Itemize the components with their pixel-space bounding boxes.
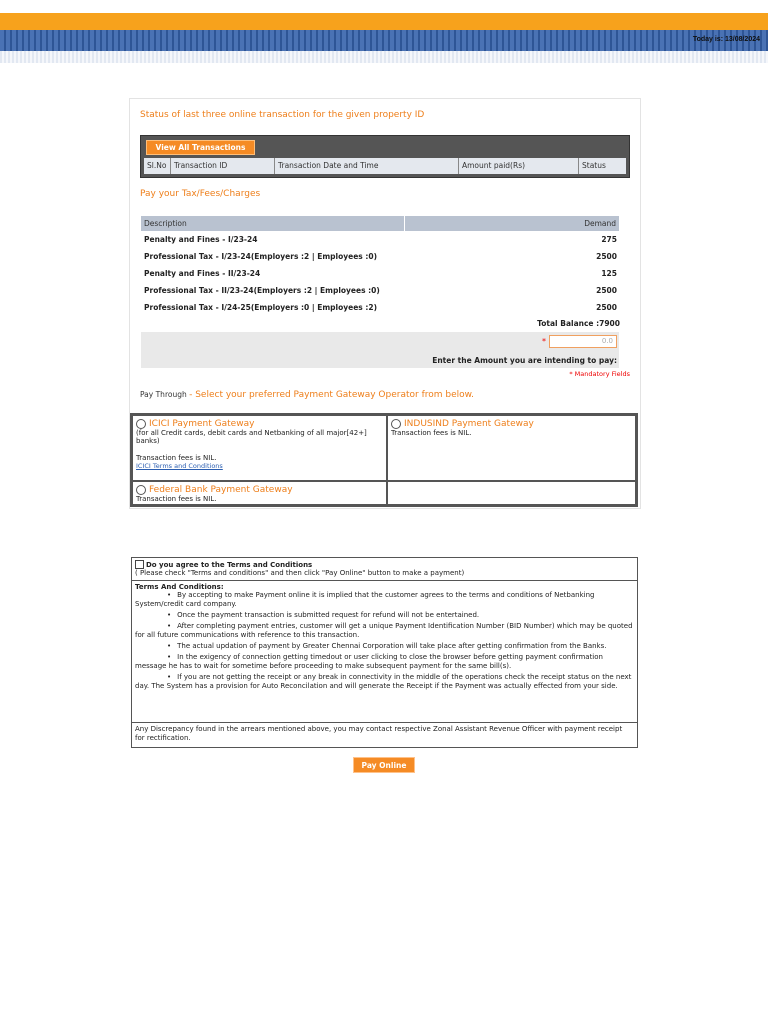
amount-area — [141, 332, 619, 368]
transactions-header-row — [144, 158, 626, 174]
gateway-indusind — [387, 415, 636, 481]
col-transaction-date: Transaction Date and Time — [275, 158, 459, 174]
terms-item: • Once the payment transaction is submitted request for refund will not be entertained. — [135, 611, 634, 620]
row-demand: 2500 — [596, 303, 617, 312]
agree-label: Do you agree to the Terms and Conditions — [146, 560, 313, 569]
gateway-description: (for all Credit cards, debit cards and Netbanking of all major[42+] banks) — [136, 429, 367, 445]
enter-amount-label: Enter the Amount you are intending to pay: — [432, 356, 617, 365]
icici-radio-option[interactable] — [136, 419, 383, 429]
payment-panel — [129, 98, 641, 509]
header-sub-band — [0, 51, 768, 63]
demand-table-header — [141, 216, 619, 231]
row-demand: 2500 — [596, 286, 617, 295]
row-demand: 275 — [601, 235, 617, 244]
table-row — [141, 231, 619, 248]
table-row — [141, 299, 619, 316]
indusind-radio-option[interactable] — [391, 419, 632, 429]
col-transaction-id: Transaction ID — [171, 158, 275, 174]
terms-item: • The actual updation of payment by Greater Chennai Corporation will take place after getting confirmation from the Banks. — [135, 642, 634, 651]
transactions-title: Status of last three online transaction for the given property ID — [140, 110, 425, 120]
header-band — [0, 30, 768, 51]
row-description: Professional Tax - II/23-24(Employers :2 | Employees :0) — [144, 286, 380, 295]
agree-note: ( Please check "Terms and conditions" and then click "Pay Online" button to make a payment) — [135, 569, 465, 577]
row-description: Penalty and Fines - I/23-24 — [144, 235, 258, 244]
row-description: Penalty and Fines - II/23-24 — [144, 269, 261, 278]
row-demand: 2500 — [596, 252, 617, 261]
gateway-name: Federal Bank Payment Gateway — [149, 485, 293, 495]
terms-item: • After completing payment entries, customer will get a unique Payment Identification Number (BID Number) which may be quoted for all future communications with reference to this transaction. — [135, 622, 634, 640]
pay-through-text: - Select your preferred Payment Gateway Operator from below. — [189, 390, 475, 400]
table-row — [141, 282, 619, 299]
amount-input[interactable]: 0.0 — [549, 335, 617, 348]
row-description: Professional Tax - I/23-24(Employers :2 | Employees :0) — [144, 252, 378, 261]
terms-item: • By accepting to make Payment online it is implied that the customer agrees to the terms and conditions of Netbanking System/credit card company. — [135, 591, 634, 609]
gateway-table — [130, 413, 638, 507]
gateway-icici — [132, 415, 387, 481]
pay-online-button[interactable]: Pay Online — [353, 757, 415, 773]
mandatory-note: * Mandatory Fields — [569, 370, 630, 378]
terms-item: • In the exigency of connection getting timedout or user clicking to close the browser before getting payment confirmation message he has to wait for sometime before proceeding to make subsequent payment for the same bill(s). — [135, 653, 634, 671]
discrepancy-note: Any Discrepancy found in the arrears mentioned above, you may contact respective Zonal Assistant Revenue Officer with payment receipt for rectification. — [135, 725, 623, 742]
transactions-box — [140, 135, 630, 178]
gateway-fees: Transaction fees is NIL. — [391, 429, 472, 437]
terms-item: • If you are not getting the receipt or any break in connectivity in the middle of the operations check the receipt status on the next day. The System has a provision for Auto Reconcilation and will generate the Receipt if the Payment was actually effected from your side. — [135, 673, 634, 691]
gateway-empty-cell — [387, 481, 636, 505]
gateway-federal — [132, 481, 387, 505]
col-amount-paid: Amount paid(Rs) — [459, 158, 579, 174]
agree-section — [132, 558, 637, 581]
terms-body — [132, 581, 637, 723]
table-row — [141, 248, 619, 265]
demand-table — [141, 216, 619, 316]
terms-box — [131, 557, 638, 748]
terms-heading: Terms And Conditions: — [135, 583, 224, 591]
view-all-transactions-button[interactable]: View All Transactions — [146, 140, 255, 155]
total-balance: Total Balance :7900 — [537, 319, 620, 328]
col-demand: Demand — [584, 219, 616, 228]
gateway-fees: Transaction fees is NIL. — [136, 454, 217, 462]
radio-icon[interactable] — [391, 419, 401, 429]
agree-checkbox-row[interactable] — [135, 560, 634, 569]
pay-section-title: Pay your Tax/Fees/Charges — [140, 189, 261, 199]
gateway-fees: Transaction fees is NIL. — [136, 495, 217, 503]
col-slno: Sl.No — [144, 158, 171, 174]
gateway-name: ICICI Payment Gateway — [149, 419, 255, 429]
row-demand: 125 — [601, 269, 617, 278]
icici-terms-link[interactable]: ICICI Terms and Conditions — [136, 462, 223, 470]
table-row — [141, 265, 619, 282]
radio-icon[interactable] — [136, 419, 146, 429]
today-date: Today is: 13/08/2024 — [692, 36, 760, 43]
agree-checkbox[interactable] — [135, 560, 144, 569]
pay-through-prefix: Pay Through — [140, 390, 187, 399]
required-star: * — [542, 337, 546, 346]
col-description: Description — [141, 216, 405, 231]
radio-icon[interactable] — [136, 485, 146, 495]
row-description: Professional Tax - I/24-25(Employers :0 | Employees :2) — [144, 303, 378, 312]
col-status: Status — [582, 161, 606, 170]
gateway-name: INDUSIND Payment Gateway — [404, 419, 534, 429]
top-orange-bar — [0, 13, 768, 30]
pay-through-label — [140, 390, 474, 400]
federal-radio-option[interactable] — [136, 485, 383, 495]
